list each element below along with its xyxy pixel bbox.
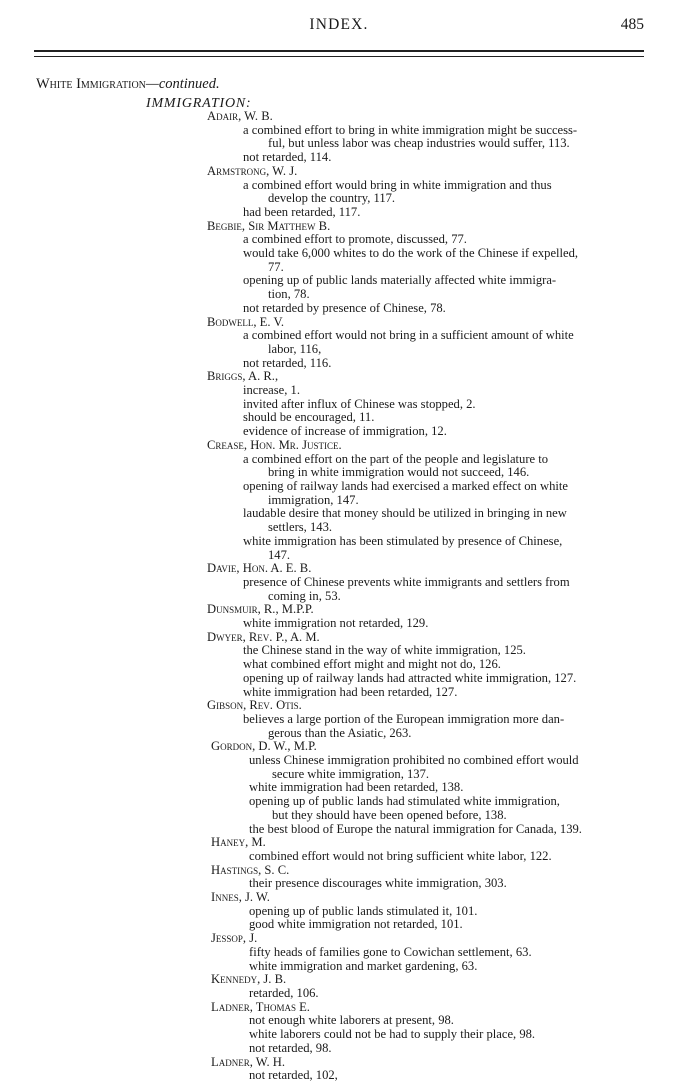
entry-line-continuation: secure white immigration, 137. [272, 766, 430, 781]
entry-line-continuation: develop the country, 117. [268, 191, 396, 206]
index-entry [0, 932, 684, 973]
entry-name: Ladner, W. H. [211, 1054, 286, 1069]
entry-line: retarded, 106. [249, 986, 319, 1000]
entry-line: believes a large portion of the European immigration more dan- [243, 711, 565, 726]
entry-line: fifty heads of families gone to Cowichan settlement, 63. [249, 944, 532, 959]
entry-name: Gordon, D. W., M.P. [211, 739, 317, 754]
index-entry [0, 220, 684, 316]
entry-name: Armstrong, W. J. [207, 163, 298, 178]
section-heading [36, 76, 220, 93]
entry-name: Kennedy, J. B. [211, 972, 287, 987]
index-entry [0, 1056, 684, 1083]
entry-line-continuation: coming in, 53. [268, 588, 341, 603]
entry-line: white immigration not retarded, 129. [243, 616, 429, 631]
entry-name: Haney, M. [211, 835, 266, 850]
entry-line: presence of Chinese prevents white immigrants and settlers from [243, 574, 570, 589]
entry-line: opening up of railway lands had attracted white immigration, 127. [243, 670, 577, 685]
index-entry [0, 603, 684, 630]
entry-line-continuation: 77. [268, 259, 284, 274]
entry-line: not retarded, 102, [249, 1068, 338, 1083]
entry-line: a combined effort to bring in white immigration might be success- [243, 122, 578, 137]
header-rule-thick [34, 50, 644, 52]
entry-name: Dwyer, Rev. P., A. M. [207, 629, 320, 644]
index-entry [0, 891, 684, 932]
entry-line: their presence discourages white immigration, 303. [249, 876, 507, 891]
index-entry [0, 370, 684, 439]
index-entry [0, 836, 684, 863]
index-entry [0, 699, 684, 740]
entry-line: not retarded, 116. [243, 355, 332, 370]
entry-name: Crease, Hon. Mr. Justice. [207, 437, 342, 452]
entry-line: not retarded, 114. [243, 150, 332, 165]
entry-name: Jessop, J. [211, 931, 258, 946]
entry-line: combined effort would not bring sufficient white labor, 122. [249, 848, 552, 863]
entry-line: a combined effort on the part of the people and legislature to [243, 451, 549, 466]
entry-name: Briggs, A. R., [207, 369, 279, 384]
entry-line-continuation: tion, 78. [268, 287, 310, 302]
entry-line: opening up of public lands had stimulated white immigration, [249, 794, 560, 809]
entry-line: had been retarded, 117. [243, 204, 361, 219]
entry-line: invited after influx of Chinese was stopped, 2. [243, 396, 476, 411]
entry-line: opening of railway lands had exercised a marked effect on white [243, 478, 568, 493]
entry-line-continuation: immigration, 147. [268, 492, 359, 507]
entry-name: Innes, J. W. [211, 890, 270, 905]
index-entry [0, 316, 684, 371]
index-entry [0, 110, 684, 165]
entry-line: laudable desire that money should be utilized in bringing in new [243, 506, 567, 521]
entry-line: evidence of increase of immigration, 12. [243, 424, 447, 439]
entry-line: white laborers could not be had to supply their place, 98. [249, 1027, 536, 1042]
index-entry [0, 439, 684, 562]
entry-line-continuation: but they should have been opened before, 138. [272, 807, 507, 822]
entry-name: Davie, Hon. A. E. B. [207, 561, 312, 576]
index-entry [0, 864, 684, 891]
entry-line: white immigration had been retarded, 127. [243, 684, 458, 699]
entry-name: Dunsmuir, R., M.P.P. [207, 602, 314, 617]
entry-line: the Chinese stand in the way of white immigration, 125. [243, 643, 526, 658]
entry-line: white immigration has been stimulated by presence of Chinese, [243, 533, 563, 548]
entry-line-continuation: ful, but unless labor was cheap industries would suffer, 113. [268, 136, 570, 151]
entry-line: unless Chinese immigration prohibited no combined effort would [249, 753, 579, 768]
entry-line-continuation: gerous than the Asiatic, 263. [268, 725, 412, 740]
entry-line: good white immigration not retarded, 101. [249, 917, 463, 932]
index-entry [0, 631, 684, 700]
entry-line: increase, 1. [243, 383, 300, 398]
entry-line-continuation: bring in white immigration would not succeed, 146. [268, 465, 530, 480]
entry-name: Adair, W. B. [207, 109, 273, 123]
entry-line: white immigration and market gardening, 63. [249, 958, 478, 973]
header-rule-thin [34, 56, 644, 57]
entry-name: Gibson, Rev. Otis. [207, 698, 302, 713]
entry-line: a combined effort would not bring in a sufficient amount of white [243, 328, 574, 343]
entry-name: Ladner, Thomas E. [211, 999, 310, 1014]
index-entry [0, 973, 684, 1000]
entry-line: white immigration had been retarded, 138. [249, 780, 464, 795]
index-entry [0, 740, 684, 836]
entry-line: a combined effort would bring in white immigration and thus [243, 177, 552, 192]
entry-line: would take 6,000 whites to do the work of the Chinese if expelled, [243, 246, 579, 261]
page-number: 485 [620, 16, 644, 33]
continued-label: —continued. [145, 76, 220, 92]
index-entries [0, 110, 684, 1083]
entry-line: the best blood of Europe the natural immigration for Canada, 139. [249, 821, 582, 836]
entry-name: Hastings, S. C. [211, 862, 290, 877]
entry-line-continuation: 147. [268, 547, 291, 562]
entry-line-continuation: labor, 116, [268, 341, 322, 356]
entry-line: opening up of public lands materially affected white immigra- [243, 273, 557, 288]
entry-line-continuation: settlers, 143. [268, 520, 333, 535]
entry-name: Begbie, Sir Matthew B. [207, 218, 331, 233]
entry-line: not enough white laborers at present, 98. [249, 1013, 454, 1028]
entry-line: not retarded by presence of Chinese, 78. [243, 300, 446, 315]
subheading: IMMIGRATION: [146, 96, 252, 111]
entry-line: should be encouraged, 11. [243, 410, 375, 425]
entry-line: what combined effort might and might not do, 126. [243, 657, 501, 672]
section-title: White Immigration [36, 76, 146, 92]
index-entry [0, 562, 684, 603]
page-header [34, 16, 644, 38]
running-title: INDEX. [309, 16, 369, 33]
entry-name: Bodwell, E. V. [207, 314, 285, 329]
index-entry [0, 165, 684, 220]
entry-line: a combined effort to promote, discussed, 77. [243, 232, 467, 247]
entry-line: not retarded, 98. [249, 1040, 332, 1055]
entry-line: opening up of public lands stimulated it, 101. [249, 903, 478, 918]
index-entry [0, 1001, 684, 1056]
